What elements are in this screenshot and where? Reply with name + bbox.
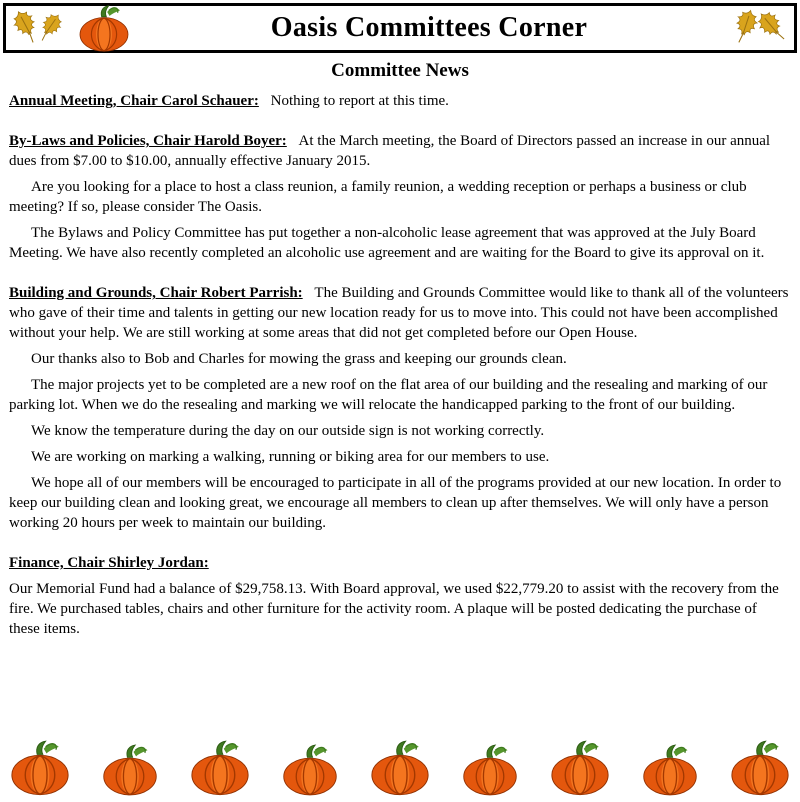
section-bylaws-policies [9,131,791,263]
body-paragraph: We know the temperature during the day on our outside sign is not working correctly. [31,423,545,439]
pumpkin-icon [78,4,130,52]
section-lead-paragraph [9,131,791,171]
section-lead-paragraph [9,91,791,111]
section-lead-paragraph [9,553,791,573]
pumpkin-icon [282,743,338,796]
pumpkin-icon [550,739,610,796]
page-title: Oasis Committees Corner [270,12,588,43]
body-paragraph: Our thanks also to Bob and Charles for mowing the grass and keeping our grounds clean. [31,351,567,367]
section-annual-meeting [9,91,791,111]
body-paragraph: Our Memorial Fund had a balance of $29,758.13. With Board approval, we used $22,779.20 to assist with the recovery from the fire. We purchased tables, chairs and other furniture for the activity room. A plaque will be posted dedicating the purchase of these items. [9,581,779,637]
masthead-left-decoration [10,4,130,52]
body-paragraph: Are you looking for a place to host a class reunion, a family reunion, a wedding reception or perhaps a business or club meeting? If so, please consider The Oasis. [9,179,747,215]
section-heading: Finance, Chair Shirley Jordan: [9,555,209,571]
section-heading: Building and Grounds, Chair Robert Parrish: [9,285,303,301]
section-heading: By-Laws and Policies, Chair Harold Boyer: [9,133,287,149]
masthead-right-decoration [728,8,790,48]
pumpkin-border-row [0,739,800,802]
section-lead-text: Nothing to report at this time. [270,93,449,109]
section-lead-paragraph [9,283,791,343]
pumpkin-icon [10,739,70,796]
section-lead-text: The Building and Grounds Committee would like to thank all of the volunteers who gave of their time and talents in getting our new location ready for us to move into. This could not have been accomplished without your help. We are still working at some areas that did not get completed before our Open House. [9,285,789,341]
pumpkin-icon [370,739,430,796]
body-paragraph: We are working on marking a walking, running or biking area for our members to use. [31,449,550,465]
body-paragraph: The Bylaws and Policy Committee has put together a non-alcoholic lease agreement that was approved at the July Board Meeting. We have also recently completed an alcoholic use agreement and are waiting for the Board to give its approval on it. [9,225,765,261]
masthead [3,3,797,53]
subtitle: Committee News [331,60,469,81]
body-paragraph: We hope all of our members will be encouraged to participate in all of the programs provided at our new location. In order to keep our building clean and looking great, we encourage all members to clean up after themselves. We will only have a person working 20 hours per week to maintain our building. [9,475,782,531]
pumpkin-icon [190,739,250,796]
pumpkin-icon [102,743,158,796]
body-paragraph: The major projects yet to be completed are a new roof on the flat area of our building and the resealing and marking of our parking lot. When we do the resealing and marking we will relocate the handicapped parking to the front of our building. [9,377,768,413]
section-heading: Annual Meeting, Chair Carol Schauer: [9,93,259,109]
section-lead-text: At the March meeting, the Board of Directors passed an increase in our annual dues from $7.00 to $10.00, annually effective January 2015. [9,133,771,169]
pumpkin-icon [730,739,790,796]
section-building-grounds [9,283,791,533]
section-finance [9,553,791,639]
pumpkin-icon [462,743,518,796]
pumpkin-icon [642,743,698,796]
newsletter-body [0,82,800,639]
